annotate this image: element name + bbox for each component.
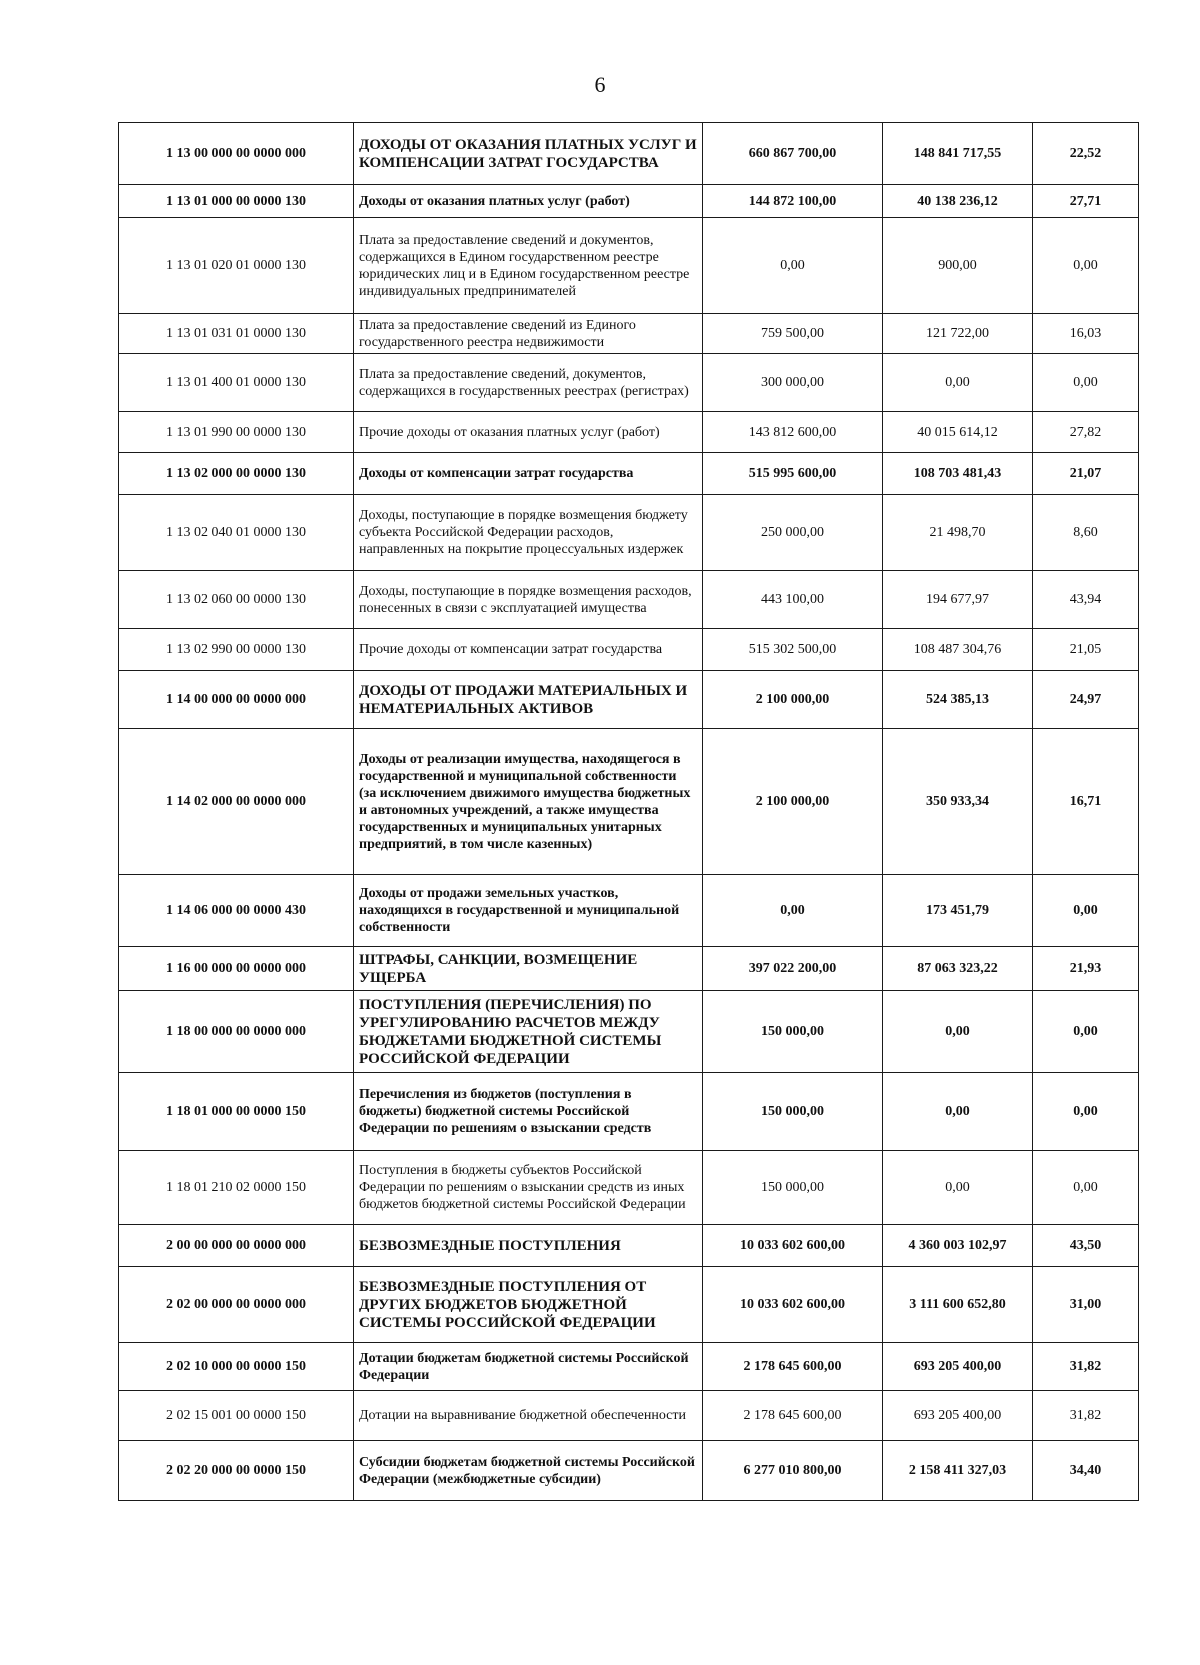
execution-percent: 8,60 bbox=[1033, 495, 1139, 571]
table-row bbox=[119, 453, 1139, 495]
table-row bbox=[119, 218, 1139, 314]
revenue-code: 1 14 00 000 00 0000 000 bbox=[119, 671, 354, 729]
execution-percent: 27,82 bbox=[1033, 412, 1139, 453]
actual-amount: 40 015 614,12 bbox=[883, 412, 1033, 453]
table-row bbox=[119, 1151, 1139, 1225]
table-row bbox=[119, 875, 1139, 947]
plan-amount: 2 178 645 600,00 bbox=[703, 1391, 883, 1441]
execution-percent: 16,03 bbox=[1033, 314, 1139, 354]
revenue-name: Доходы, поступающие в порядке возмещения бюджету субъекта Российской Федерации расходов, направленных на покрытие процессуальных издержек bbox=[354, 495, 703, 571]
revenue-code: 1 13 02 060 00 0000 130 bbox=[119, 571, 354, 629]
table-row bbox=[119, 629, 1139, 671]
execution-percent: 16,71 bbox=[1033, 729, 1139, 875]
table-row bbox=[119, 412, 1139, 453]
revenue-name: ДОХОДЫ ОТ ОКАЗАНИЯ ПЛАТНЫХ УСЛУГ И КОМПЕНСАЦИИ ЗАТРАТ ГОСУДАРСТВА bbox=[354, 123, 703, 185]
plan-amount: 250 000,00 bbox=[703, 495, 883, 571]
revenue-name: Поступления в бюджеты субъектов Российской Федерации по решениям о взыскании средств из иных бюджетов бюджетной системы Российской Федерации bbox=[354, 1151, 703, 1225]
revenue-name: Перечисления из бюджетов (поступления в бюджеты) бюджетной системы Российской Федерации по решениям о взыскании средств bbox=[354, 1073, 703, 1151]
execution-percent: 0,00 bbox=[1033, 1073, 1139, 1151]
plan-amount: 150 000,00 bbox=[703, 1073, 883, 1151]
revenue-code: 2 00 00 000 00 0000 000 bbox=[119, 1225, 354, 1267]
revenue-name: Доходы, поступающие в порядке возмещения расходов, понесенных в связи с эксплуатацией имущества bbox=[354, 571, 703, 629]
revenue-code: 1 14 06 000 00 0000 430 bbox=[119, 875, 354, 947]
actual-amount: 4 360 003 102,97 bbox=[883, 1225, 1033, 1267]
execution-percent: 0,00 bbox=[1033, 218, 1139, 314]
revenue-name: Дотации на выравнивание бюджетной обеспеченности bbox=[354, 1391, 703, 1441]
actual-amount: 108 487 304,76 bbox=[883, 629, 1033, 671]
revenue-name: Прочие доходы от оказания платных услуг (работ) bbox=[354, 412, 703, 453]
revenue-code: 2 02 10 000 00 0000 150 bbox=[119, 1343, 354, 1391]
plan-amount: 2 178 645 600,00 bbox=[703, 1343, 883, 1391]
page-number: 6 bbox=[594, 72, 606, 97]
table-row bbox=[119, 185, 1139, 218]
execution-percent: 0,00 bbox=[1033, 1151, 1139, 1225]
plan-amount: 300 000,00 bbox=[703, 354, 883, 412]
plan-amount: 0,00 bbox=[703, 875, 883, 947]
revenue-code: 1 13 01 990 00 0000 130 bbox=[119, 412, 354, 453]
execution-percent: 31,82 bbox=[1033, 1391, 1139, 1441]
table-row bbox=[119, 729, 1139, 875]
plan-amount: 660 867 700,00 bbox=[703, 123, 883, 185]
revenue-code: 2 02 20 000 00 0000 150 bbox=[119, 1441, 354, 1501]
revenue-name: Дотации бюджетам бюджетной системы Российской Федерации bbox=[354, 1343, 703, 1391]
plan-amount: 144 872 100,00 bbox=[703, 185, 883, 218]
table-row bbox=[119, 571, 1139, 629]
revenue-name: Доходы от компенсации затрат государства bbox=[354, 453, 703, 495]
revenue-name: Плата за предоставление сведений из Единого государственного реестра недвижимости bbox=[354, 314, 703, 354]
table-row bbox=[119, 495, 1139, 571]
revenue-name: ПОСТУПЛЕНИЯ (ПЕРЕЧИСЛЕНИЯ) ПО УРЕГУЛИРОВАНИЮ РАСЧЕТОВ МЕЖДУ БЮДЖЕТАМИ БЮДЖЕТНОЙ СИСТЕМЫ РОССИЙСКОЙ ФЕДЕРАЦИИ bbox=[354, 991, 703, 1073]
revenue-name: Субсидии бюджетам бюджетной системы Российской Федерации (межбюджетные субсидии) bbox=[354, 1441, 703, 1501]
execution-percent: 43,94 bbox=[1033, 571, 1139, 629]
plan-amount: 443 100,00 bbox=[703, 571, 883, 629]
plan-amount: 2 100 000,00 bbox=[703, 729, 883, 875]
execution-percent: 21,93 bbox=[1033, 947, 1139, 991]
actual-amount: 21 498,70 bbox=[883, 495, 1033, 571]
actual-amount: 0,00 bbox=[883, 1073, 1033, 1151]
revenue-name: БЕЗВОЗМЕЗДНЫЕ ПОСТУПЛЕНИЯ bbox=[354, 1225, 703, 1267]
plan-amount: 150 000,00 bbox=[703, 991, 883, 1073]
plan-amount: 10 033 602 600,00 bbox=[703, 1225, 883, 1267]
revenue-name: Доходы от продажи земельных участков, находящихся в государственной и муниципальной собственности bbox=[354, 875, 703, 947]
plan-amount: 2 100 000,00 bbox=[703, 671, 883, 729]
actual-amount: 2 158 411 327,03 bbox=[883, 1441, 1033, 1501]
revenue-table-container bbox=[118, 122, 1102, 1501]
table-row bbox=[119, 314, 1139, 354]
revenue-code: 1 13 01 020 01 0000 130 bbox=[119, 218, 354, 314]
table-row bbox=[119, 671, 1139, 729]
revenue-code: 1 13 02 040 01 0000 130 bbox=[119, 495, 354, 571]
execution-percent: 24,97 bbox=[1033, 671, 1139, 729]
execution-percent: 34,40 bbox=[1033, 1441, 1139, 1501]
actual-amount: 194 677,97 bbox=[883, 571, 1033, 629]
actual-amount: 148 841 717,55 bbox=[883, 123, 1033, 185]
revenue-code: 1 16 00 000 00 0000 000 bbox=[119, 947, 354, 991]
execution-percent: 0,00 bbox=[1033, 354, 1139, 412]
execution-percent: 31,00 bbox=[1033, 1267, 1139, 1343]
actual-amount: 693 205 400,00 bbox=[883, 1343, 1033, 1391]
table-row bbox=[119, 354, 1139, 412]
revenue-code: 1 13 01 000 00 0000 130 bbox=[119, 185, 354, 218]
actual-amount: 121 722,00 bbox=[883, 314, 1033, 354]
revenue-code: 1 13 02 000 00 0000 130 bbox=[119, 453, 354, 495]
actual-amount: 350 933,34 bbox=[883, 729, 1033, 875]
actual-amount: 524 385,13 bbox=[883, 671, 1033, 729]
execution-percent: 0,00 bbox=[1033, 991, 1139, 1073]
actual-amount: 693 205 400,00 bbox=[883, 1391, 1033, 1441]
actual-amount: 900,00 bbox=[883, 218, 1033, 314]
table-row bbox=[119, 1073, 1139, 1151]
actual-amount: 0,00 bbox=[883, 354, 1033, 412]
revenue-code: 1 18 01 000 00 0000 150 bbox=[119, 1073, 354, 1151]
table-row bbox=[119, 991, 1139, 1073]
execution-percent: 27,71 bbox=[1033, 185, 1139, 218]
plan-amount: 10 033 602 600,00 bbox=[703, 1267, 883, 1343]
revenue-code: 2 02 00 000 00 0000 000 bbox=[119, 1267, 354, 1343]
table-row bbox=[119, 123, 1139, 185]
execution-percent: 21,07 bbox=[1033, 453, 1139, 495]
plan-amount: 515 995 600,00 bbox=[703, 453, 883, 495]
actual-amount: 0,00 bbox=[883, 991, 1033, 1073]
plan-amount: 6 277 010 800,00 bbox=[703, 1441, 883, 1501]
plan-amount: 515 302 500,00 bbox=[703, 629, 883, 671]
revenue-code: 1 13 01 400 01 0000 130 bbox=[119, 354, 354, 412]
plan-amount: 0,00 bbox=[703, 218, 883, 314]
revenue-name: Прочие доходы от компенсации затрат государства bbox=[354, 629, 703, 671]
plan-amount: 397 022 200,00 bbox=[703, 947, 883, 991]
revenue-code: 1 18 00 000 00 0000 000 bbox=[119, 991, 354, 1073]
revenue-name: Плата за предоставление сведений, документов, содержащихся в государственных реестрах (регистрах) bbox=[354, 354, 703, 412]
revenue-code: 1 13 00 000 00 0000 000 bbox=[119, 123, 354, 185]
revenue-name: БЕЗВОЗМЕЗДНЫЕ ПОСТУПЛЕНИЯ ОТ ДРУГИХ БЮДЖЕТОВ БЮДЖЕТНОЙ СИСТЕМЫ РОССИЙСКОЙ ФЕДЕРАЦИИ bbox=[354, 1267, 703, 1343]
actual-amount: 40 138 236,12 bbox=[883, 185, 1033, 218]
actual-amount: 108 703 481,43 bbox=[883, 453, 1033, 495]
table-row bbox=[119, 1343, 1139, 1391]
plan-amount: 143 812 600,00 bbox=[703, 412, 883, 453]
revenue-name: Плата за предоставление сведений и документов, содержащихся в Едином государственном реестре юридических лиц и в Едином государственном реестре индивидуальных предпринимателей bbox=[354, 218, 703, 314]
revenue-code: 1 13 01 031 01 0000 130 bbox=[119, 314, 354, 354]
plan-amount: 150 000,00 bbox=[703, 1151, 883, 1225]
table-row bbox=[119, 1225, 1139, 1267]
revenue-table bbox=[118, 122, 1139, 1501]
actual-amount: 87 063 323,22 bbox=[883, 947, 1033, 991]
table-row bbox=[119, 1441, 1139, 1501]
table-row bbox=[119, 947, 1139, 991]
actual-amount: 0,00 bbox=[883, 1151, 1033, 1225]
revenue-name: ДОХОДЫ ОТ ПРОДАЖИ МАТЕРИАЛЬНЫХ И НЕМАТЕРИАЛЬНЫХ АКТИВОВ bbox=[354, 671, 703, 729]
execution-percent: 21,05 bbox=[1033, 629, 1139, 671]
execution-percent: 22,52 bbox=[1033, 123, 1139, 185]
execution-percent: 43,50 bbox=[1033, 1225, 1139, 1267]
actual-amount: 173 451,79 bbox=[883, 875, 1033, 947]
table-row bbox=[119, 1391, 1139, 1441]
revenue-code: 1 18 01 210 02 0000 150 bbox=[119, 1151, 354, 1225]
execution-percent: 31,82 bbox=[1033, 1343, 1139, 1391]
revenue-code: 2 02 15 001 00 0000 150 bbox=[119, 1391, 354, 1441]
revenue-name: ШТРАФЫ, САНКЦИИ, ВОЗМЕЩЕНИЕ УЩЕРБА bbox=[354, 947, 703, 991]
actual-amount: 3 111 600 652,80 bbox=[883, 1267, 1033, 1343]
execution-percent: 0,00 bbox=[1033, 875, 1139, 947]
table-row bbox=[119, 1267, 1139, 1343]
revenue-name: Доходы от оказания платных услуг (работ) bbox=[354, 185, 703, 218]
revenue-code: 1 14 02 000 00 0000 000 bbox=[119, 729, 354, 875]
plan-amount: 759 500,00 bbox=[703, 314, 883, 354]
revenue-name: Доходы от реализации имущества, находящегося в государственной и муниципальной собственности (за исключением движимого имущества бюджетных и автономных учреждений, а также имущества государственных и муниципальных унитарных предприятий, в том числе казенных) bbox=[354, 729, 703, 875]
revenue-code: 1 13 02 990 00 0000 130 bbox=[119, 629, 354, 671]
